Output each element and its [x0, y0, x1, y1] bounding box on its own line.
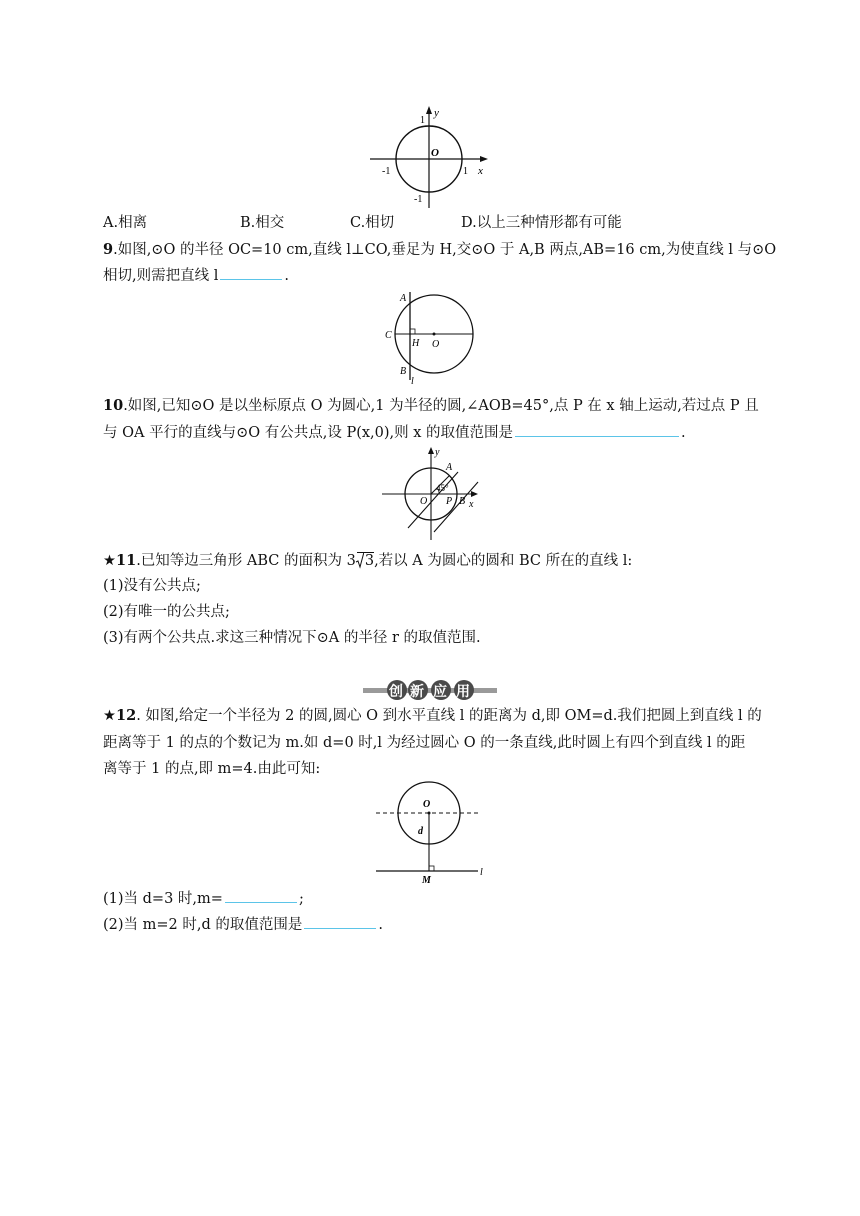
center-dot — [428, 812, 431, 815]
label-a: A — [446, 462, 453, 473]
label-p: P — [446, 496, 453, 507]
section-banner-innovation — [363, 679, 497, 701]
q11-part2: (2)有唯一的公共点; — [103, 604, 230, 620]
q11-number: 11 — [116, 552, 137, 569]
q9-answer-blank[interactable] — [220, 265, 282, 280]
q11-part3: (3)有两个公共点.求这三种情况下⊙A 的半径 r 的取值范围. — [103, 630, 481, 646]
label-pos1-y: 1 — [420, 115, 425, 126]
label-d: d — [418, 826, 423, 837]
x-axis-arrow-icon — [471, 491, 478, 497]
q12-sub1-end: ; — [298, 891, 304, 907]
q10-line1 — [103, 396, 759, 416]
option-c: C.相切 — [350, 215, 395, 231]
q10-line2 — [103, 422, 686, 443]
q10-text-3: . — [681, 425, 686, 441]
q11-part1: (1)没有公共点; — [103, 578, 201, 594]
q12-number: 12 — [116, 707, 137, 724]
label-y: y — [435, 447, 440, 458]
q12-sub2-blank[interactable] — [304, 914, 376, 929]
q9-number: 9 — [103, 241, 114, 258]
q9-text-2: 相切,则需把直线 l — [103, 268, 219, 284]
q12-line1 — [103, 706, 762, 726]
sqrt-icon — [357, 552, 374, 569]
label-pos1-x: 1 — [463, 166, 468, 177]
q9-text-1: .如图,⊙O 的半径 OC=10 cm,直线 l⊥CO,垂足为 H,交⊙O 于 A,B 两点,AB=16 cm,为使直线 l 与⊙O — [113, 242, 777, 258]
q10-text-1: .如图,已知⊙O 是以坐标原点 O 为圆心,1 为半径的圆,∠AOB=45°,点 P 在 x 轴上运动,若过点 P 且 — [123, 398, 759, 414]
label-b: B — [459, 496, 466, 507]
label-a: A — [400, 293, 407, 304]
q9-line1 — [103, 240, 776, 260]
label-y: y — [434, 107, 439, 119]
label-neg1-x: -1 — [382, 166, 391, 177]
y-axis-arrow-icon — [426, 106, 432, 114]
banner-char-3: 应 — [433, 684, 447, 700]
q12-sub1-blank[interactable] — [225, 888, 297, 903]
figure-q8-circle-axes — [368, 104, 492, 212]
q10-answer-blank[interactable] — [515, 422, 679, 437]
figure-q9-circle-chord — [382, 288, 478, 386]
label-l: l — [411, 376, 414, 386]
label-origin: O — [431, 147, 439, 159]
label-c: C — [385, 330, 392, 341]
q12-sub2-text: (2)当 m=2 时,d 的取值范围是 — [103, 917, 303, 933]
q11-line1 — [103, 551, 632, 571]
q12-line2: 距离等于 1 的点的个数记为 m.如 d=0 时,l 为经过圆心 O 的一条直线,此时圆上有四个到直线 l 的距 — [103, 735, 746, 751]
banner-char-2: 新 — [410, 684, 424, 700]
option-a: A.相离 — [103, 215, 148, 231]
label-h: H — [412, 338, 420, 349]
star-icon: ★ — [103, 708, 116, 724]
banner-char-1: 创 — [389, 684, 403, 700]
figure-q12-circle-line — [372, 780, 490, 886]
label-angle: 45° — [436, 483, 449, 493]
sqrt-radicand: 3 — [364, 553, 375, 569]
label-x: x — [478, 165, 483, 177]
q10-text-2: 与 OA 平行的直线与⊙O 有公共点,设 P(x,0),则 x 的取值范围是 — [103, 425, 514, 441]
label-m: M — [422, 875, 431, 886]
option-d: D.以上三种情形都有可能 — [461, 215, 622, 231]
q12-line3: 离等于 1 的点,即 m=4.由此可知: — [103, 761, 321, 777]
option-b: B.相交 — [240, 215, 285, 231]
label-neg1-y: -1 — [414, 194, 423, 205]
label-l: l — [480, 867, 483, 878]
x-axis-arrow-icon — [480, 156, 488, 162]
figure-q10-circle-tangents — [378, 444, 484, 542]
center-dot — [433, 333, 436, 336]
label-o: O — [420, 496, 428, 507]
q9-text-3: . — [284, 268, 289, 284]
banner-background — [363, 679, 497, 701]
q11-text-1: .已知等边三角形 ABC 的面积为 3 — [136, 553, 356, 569]
q12-sub1-text: (1)当 d=3 时,m= — [103, 891, 223, 907]
q12-sub1 — [103, 888, 304, 909]
label-o: O — [432, 339, 440, 350]
label-x: x — [469, 499, 474, 510]
q10-number: 10 — [103, 397, 124, 414]
q12-text-1: . 如图,给定一个半径为 2 的圆,圆心 O 到水平直线 l 的距离为 d,即 OM=d.我们把圆上到直线 l 的 — [136, 708, 762, 724]
star-icon: ★ — [103, 553, 116, 569]
q9-line2 — [103, 265, 289, 286]
right-angle-mark — [410, 329, 415, 334]
y-axis-arrow-icon — [428, 447, 434, 454]
q12-sub2 — [103, 914, 383, 935]
right-angle-mark — [429, 866, 434, 871]
q12-sub2-end: . — [378, 917, 383, 933]
label-o: O — [423, 799, 431, 810]
label-b: B — [400, 366, 407, 377]
banner-char-4: 用 — [456, 684, 470, 700]
q11-text-2: ,若以 A 为圆心的圆和 BC 所在的直线 l: — [374, 553, 633, 569]
